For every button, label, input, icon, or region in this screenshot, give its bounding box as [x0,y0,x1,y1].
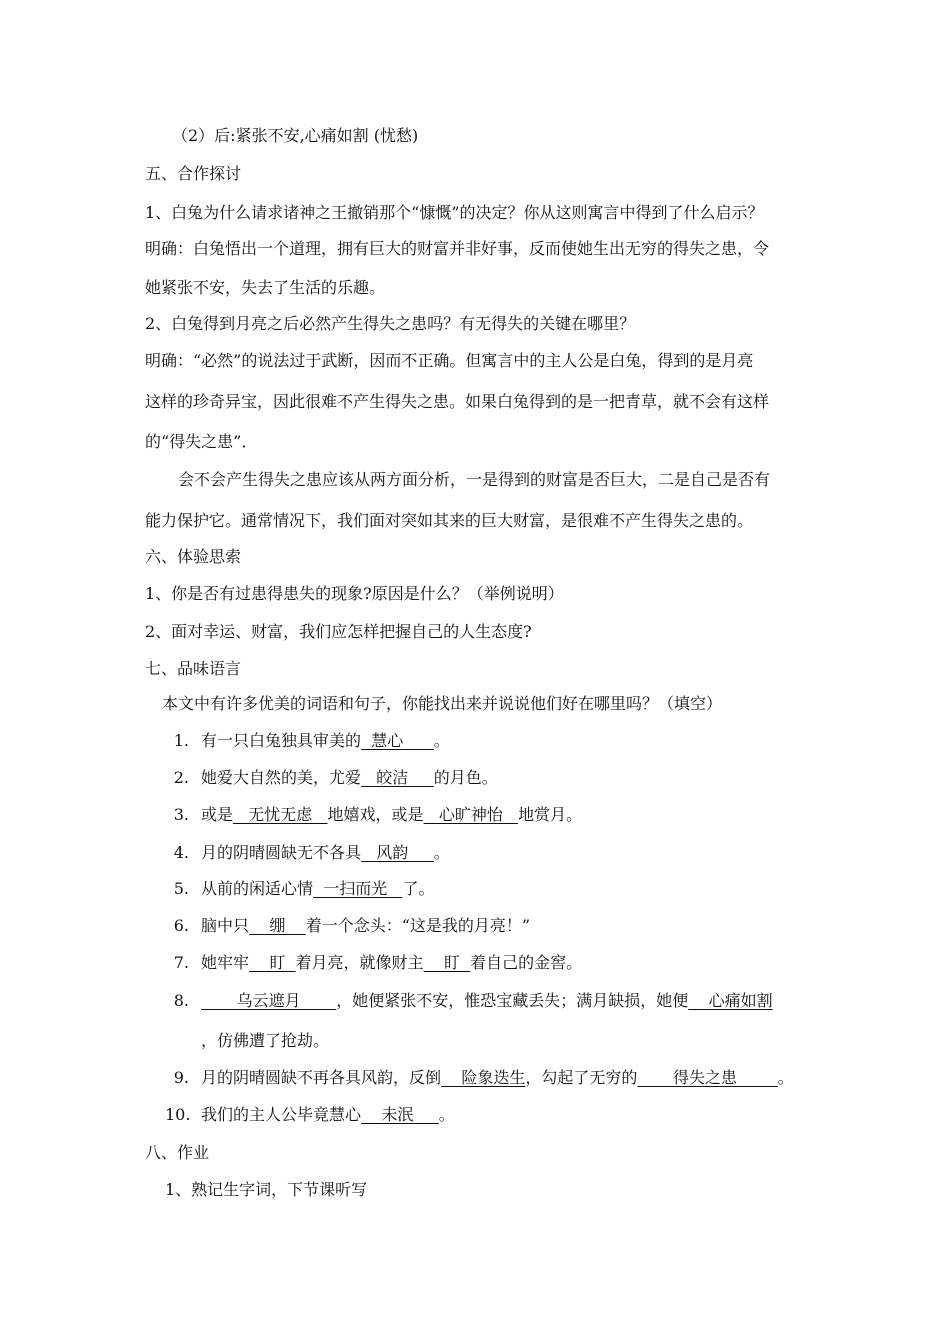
item-text: 有一只白兔独具审美的 [201,731,362,750]
answer-blank: 一扫而光 [313,879,403,898]
item-text: ，仿佛遭了抢劫。 [201,1031,330,1050]
section6-question2: 2、面对幸运、财富，我们应怎样把握自己的人生态度? [145,622,532,641]
item-text: 的月色。 [433,768,498,787]
item-text: 。 [777,1068,794,1087]
item-text: 着一个念头：“这是我的月亮！” [305,916,531,935]
item-number: 3. [173,805,189,824]
answer-blank: 乌云遮月 [201,991,337,1010]
section5-question1: 1、白兔为什么请求诸神之王撤销那个“慷慨”的决定？你从这则寓言中得到了什么启示？ [145,203,764,222]
section5-answer2-line1: 明确：“必然”的说法过于武断，因而不正确。但寓言中的主人公是白兔，得到的是月亮 [145,351,754,370]
fill-item-6 [165,915,950,937]
answer-blank: 无忧无虑 [233,805,328,824]
fill-item-9 [165,1067,950,1089]
fill-item-10 [165,1104,950,1126]
fill-item-4 [165,842,950,864]
section5-heading: 五、合作探讨 [145,164,242,183]
item-number: 1. [173,731,189,750]
item-number: 6. [173,916,189,935]
section4-item2: （2）后:紧张不安,心痛如割 (忧愁) [172,126,419,145]
item-text: 我们的主人公毕竟慧心 [201,1105,362,1124]
section5-paragraph-line1: 会不会产生得失之患应该从两方面分析，一是得到的财富是否巨大，二是自己是否有 [178,470,771,489]
answer-blank: 绷 [249,916,306,935]
item-text: 月的阴晴圆缺不再各具风韵，反倒 [201,1068,442,1087]
answer-blank: 风韵 [361,843,434,862]
item-text: 着月亮，就像财主 [295,953,424,972]
section5-answer2-line3: 的“得失之患”． [145,432,258,451]
answer-blank: 得失之患 [637,1068,778,1087]
item-number: 10. [165,1105,191,1124]
answer-blank: 心旷神怡 [423,805,519,824]
answer-blank: 皎洁 [361,768,434,787]
section5-answer2-line2: 这样的珍奇异宝，因此很难不产生得失之患。如果白兔得到的是一把青草，就不会有这样 [145,392,770,411]
item-number: 2. [173,768,189,787]
section6-question1: 1、你是否有过患得患失的现象?原因是什么？（举例说明） [145,584,564,603]
item-text: 她爱大自然的美，尤爱 [201,768,362,787]
item-text: 了。 [402,879,435,898]
item-text: 月的阴晴圆缺无不各具 [201,843,362,862]
section7-intro: 本文中有许多优美的词语和句子，你能找出来并说说他们好在哪里吗？（填空） [162,694,723,713]
item-number: 5. [173,879,189,898]
item-text: 从前的闲适心情 [201,879,314,898]
item-text: 着自己的金窖。 [470,953,583,972]
item-text: 地嬉戏，或是 [327,805,424,824]
answer-blank: 盯 [423,953,471,972]
item-text: 脑中只 [201,916,250,935]
item-number: 4. [173,843,189,862]
item-text: 她牢牢 [201,953,250,972]
answer-blank: 心痛如割 [688,991,773,1010]
fill-item-7 [165,952,950,974]
item-text: 地赏月。 [518,805,583,824]
item-number: 8. [173,991,189,1010]
answer-blank: 险象迭生 [441,1068,526,1087]
item-text: 或是 [201,805,234,824]
section5-answer1-line1: 明确：白兔悟出一个道理，拥有巨大的财富并非好事，反而使她生出无穷的得失之患，令 [145,239,770,258]
fill-item-5 [165,878,950,900]
item-text: ，她便紧张不安，惟恐宝藏丢失；满月缺损，她便 [336,991,689,1010]
item-text: 。 [438,1105,455,1124]
fill-item-1 [165,730,950,752]
section7-heading: 七、品味语言 [145,659,242,678]
item-number: 7. [173,953,189,972]
fill-item-2 [165,767,950,789]
section8-item1: 1、熟记生字词，下节课听写 [165,1180,368,1199]
item-number: 9. [173,1068,189,1087]
fill-item-8-continuation [201,1030,950,1052]
section5-answer1-line2: 她紧张不安，失去了生活的乐趣。 [145,278,386,297]
answer-blank: 盯 [249,953,296,972]
section5-paragraph-line2: 能力保护它。通常情况下，我们面对突如其来的巨大财富，是很难不产生得失之患的。 [145,511,754,530]
answer-blank: 慧心 [361,731,434,750]
answer-blank: 未泯 [361,1105,439,1124]
section5-question2: 2、白兔得到月亮之后必然产生得失之患吗？有无得失的关键在哪里？ [145,314,636,333]
item-text: 。 [433,843,450,862]
fill-item-8 [165,990,950,1012]
item-text: 。 [433,731,450,750]
item-text: ，勾起了无穷的 [525,1068,638,1087]
section8-heading: 八、作业 [145,1143,210,1162]
section6-heading: 六、体验思索 [145,547,242,566]
fill-item-3 [165,804,950,826]
